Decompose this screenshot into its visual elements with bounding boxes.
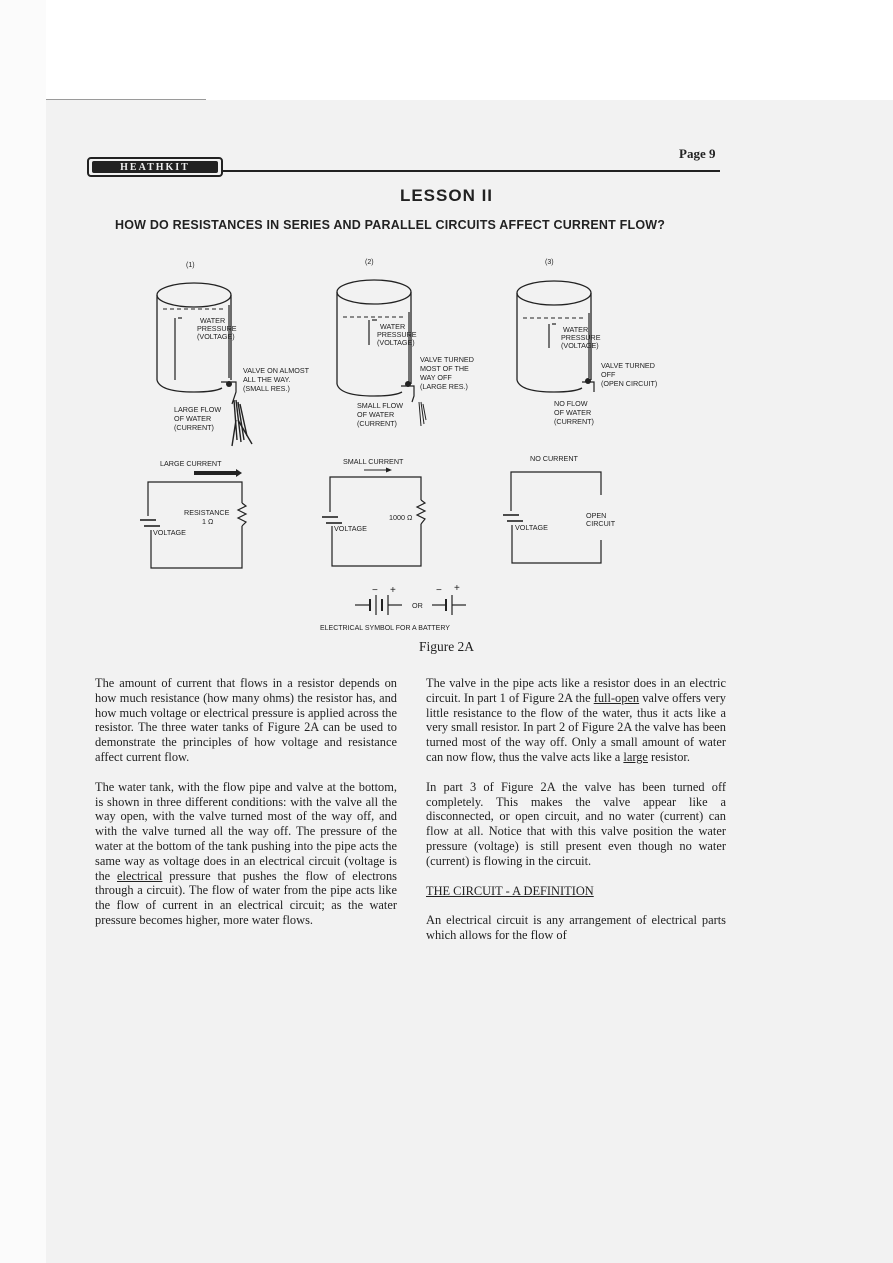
lesson-title: LESSON II: [399, 186, 494, 205]
right-p1-part-c: resistor.: [647, 749, 690, 764]
left-paragraph-2: [95, 780, 397, 928]
small-current-arrow: [364, 468, 392, 473]
panel-1-current-label: LARGE CURRENT: [160, 459, 222, 468]
panel-1-resistance-value: 1 Ω: [202, 517, 214, 526]
left-paragraph-1: The amount of current that flows in a resistor depends on how much resistance (how many ohms) the resistor has, and how much voltage or electrical pressure is applied across the resistor. The three water tanks of Figure 2A can be used to demonstrate the principles of how voltage and resistance affect current flow.: [95, 676, 397, 764]
panel-1-pressure-line1: WATER: [200, 316, 226, 325]
panel-3-voltage-label: VOLTAGE: [515, 523, 548, 532]
right-p1-part-b: valve offers very little resistance to the flow of the water, thus it acts like a very small resistor. In part 2 of Figure 2A the valve has been turned most of the way off. Only a small amount of water can now flow, thus the valve acts like a: [426, 690, 726, 764]
left-p2-part-b: pressure that pushes the flow of electrons through a circuit). The flow of water from the pipe acts like the flow of current in an electrical circuit; as the water pressure becomes higher, more water flows.: [95, 868, 397, 927]
panel-1-valve-line1: VALVE ON ALMOST: [243, 366, 310, 375]
panel-1: [140, 262, 310, 568]
panel-1-valve-line2: ALL THE WAY.: [243, 375, 291, 384]
panel-1-valve-line3: (SMALL RES.): [243, 384, 290, 393]
panel-2-flow-line3: (CURRENT): [357, 419, 397, 428]
lesson-question: HOW DO RESISTANCES IN SERIES AND PARALLEL CIRCUITS AFFECT CURRENT FLOW?: [115, 218, 666, 232]
right-p1-underlined-2: large: [623, 749, 648, 764]
panel-3-flow-line3: (CURRENT): [554, 417, 594, 426]
large-current-arrow: [194, 469, 242, 477]
right-column: [426, 676, 726, 958]
page-number: Page 9: [679, 146, 716, 161]
panel-2-pressure-line1: WATER: [380, 322, 406, 331]
panel-3-flow-line2: OF WATER: [554, 408, 592, 417]
panel-1-voltage-label: VOLTAGE: [153, 528, 186, 537]
panel-3-pressure-line3: (VOLTAGE): [561, 341, 599, 350]
panel-1-flow-line2: OF WATER: [174, 414, 212, 423]
panel-1-pressure-line3: (VOLTAGE): [197, 332, 235, 341]
panel-2-resistance-value: 1000 Ω: [389, 513, 413, 522]
right-paragraph-1: [426, 676, 726, 765]
water-flow-2: [419, 402, 426, 426]
battery-caption: ELECTRICAL SYMBOL FOR A BATTERY: [320, 625, 450, 632]
panel-3-valve-line3: (OPEN CIRCUIT): [601, 379, 658, 388]
battery-symbol-legend: [320, 583, 466, 632]
right-p1-part-a: The valve in the pipe acts like a resistor does in an electric circuit. In part 1 of Figure 2A the: [426, 676, 726, 705]
left-p2-underlined: electrical: [117, 868, 163, 883]
panel-2-flow-line1: SMALL FLOW: [357, 401, 404, 410]
left-column: [95, 676, 397, 943]
section-heading: THE CIRCUIT - A DEFINITION: [426, 883, 594, 898]
panel-2-pressure-line3: (VOLTAGE): [377, 338, 415, 347]
panel-3-pressure-line1: WATER: [563, 325, 589, 334]
panel-2-pressure-line2: PRESSURE: [377, 330, 417, 339]
panel-3-valve-line1: VALVE TURNED: [601, 361, 655, 370]
battery-minus-1: −: [372, 585, 378, 596]
panel-2-flow-line2: OF WATER: [357, 410, 395, 419]
panel-2-valve-line4: (LARGE RES.): [420, 382, 468, 391]
panel-3-open-line1: OPEN: [586, 511, 607, 520]
valve-2-icon: [401, 381, 414, 402]
panel-1-flow-line3: (CURRENT): [174, 423, 214, 432]
resistor-2-symbol: [417, 500, 425, 524]
panel-1-pressure-line2: PRESSURE: [197, 324, 237, 333]
panel-2-current-label: SMALL CURRENT: [343, 457, 404, 466]
battery-multi-cell-icon: [355, 595, 402, 615]
panel-3-current-label: NO CURRENT: [530, 454, 578, 463]
battery-or-label: OR: [412, 601, 423, 610]
panel-2-valve-line3: WAY OFF: [420, 373, 452, 382]
right-paragraph-2: In part 3 of Figure 2A the valve has been turned off completely. This makes the valve appear like a disconnected, or open circuit, and no water (current) can flow at all. Notice that with this valve position the water pressure (voltage) is still present even though no water (current) is flowing in the circuit.: [426, 779, 726, 868]
panel-1-flow-line1: LARGE FLOW: [174, 405, 222, 414]
panel-1-number: (1): [186, 262, 195, 269]
panel-3: [503, 259, 657, 563]
panel-2: [322, 259, 474, 566]
battery-minus-2: −: [436, 585, 442, 596]
right-p1-underlined-1: full-open: [593, 690, 640, 705]
battery-single-cell-icon: [432, 595, 466, 615]
panel-1-resistance-label: RESISTANCE: [184, 508, 230, 517]
panel-2-valve-line2: MOST OF THE: [420, 364, 469, 373]
valve-3-icon: [582, 378, 594, 392]
resistor-1-symbol: [238, 503, 246, 526]
battery-plus-2: +: [454, 583, 460, 594]
panel-2-valve-line1: VALVE TURNED: [420, 355, 474, 364]
logo-brand-text: HEATHKIT: [92, 161, 218, 173]
battery-plus-1: +: [390, 585, 396, 596]
panel-2-number: (2): [365, 259, 374, 266]
panel-3-number: (3): [545, 259, 554, 266]
figure-caption: Figure 2A: [418, 639, 475, 654]
panel-3-open-line2: CIRCUIT: [586, 519, 616, 528]
water-flow-1: [232, 400, 252, 446]
circuit-1: [140, 482, 246, 568]
panel-2-voltage-label: VOLTAGE: [334, 524, 367, 533]
panel-3-pressure-line2: PRESSURE: [561, 333, 601, 342]
left-p2-part-a: The water tank, with the flow pipe and valve at the bottom, is shown in three different conditions: with the valve all the way open, with the valve turned most of the way off, and with the valve turned all the way off. The pressure of the water at the bottom of the tank pushing into the pipe acts the same way as voltage does in an electrical circuit (voltage is the: [95, 779, 397, 883]
panel-3-flow-line1: NO FLOW: [554, 399, 588, 408]
panel-3-valve-line2: OFF: [601, 370, 616, 379]
right-paragraph-3: An electrical circuit is any arrangement of electrical parts which allows for the flow of: [426, 913, 726, 943]
